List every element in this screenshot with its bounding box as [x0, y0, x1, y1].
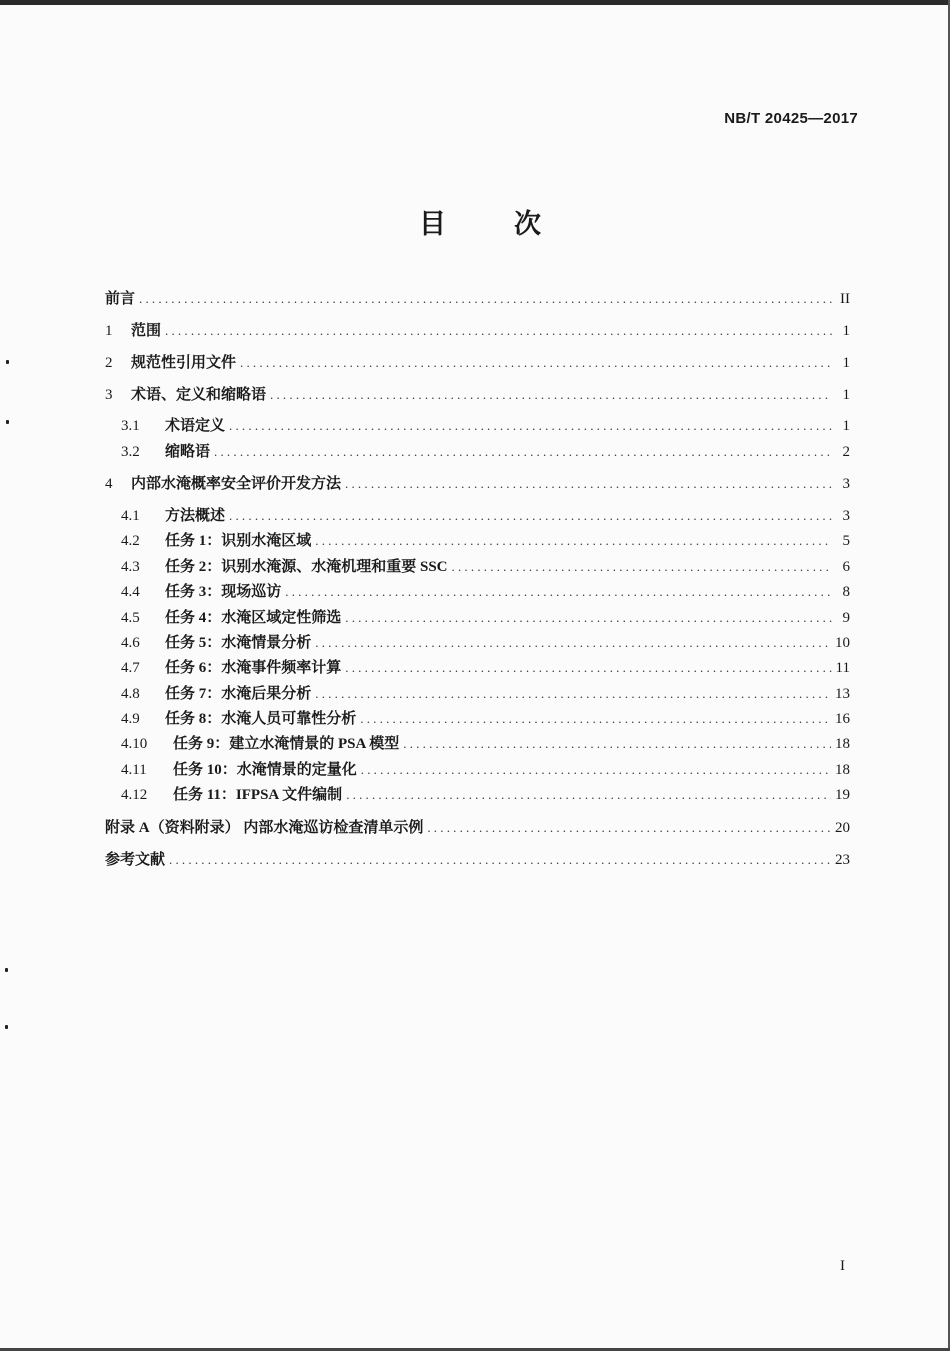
toc-entry-page: 23 [835, 852, 850, 868]
toc-entry-label: 术语、定义和缩略语 [131, 387, 267, 403]
dot-leader [346, 785, 831, 805]
toc-entry-label: 任务 6：水淹事件频率计算 [165, 660, 342, 676]
toc-entry-page: 10 [835, 635, 850, 651]
toc-entry-number: 4.11 [121, 762, 147, 778]
dot-leader [169, 850, 831, 870]
page-title [0, 202, 950, 241]
dot-leader [345, 474, 832, 494]
toc-entry-number: 4.1 [121, 508, 140, 524]
toc-entry[interactable] [121, 529, 850, 551]
title-char: 次 [514, 209, 541, 240]
toc-entry[interactable] [121, 414, 850, 436]
dot-leader [315, 531, 832, 551]
toc-entry-label: 术语定义 [165, 418, 226, 434]
toc-entry-page: 1 [842, 355, 850, 371]
toc-entry[interactable] [121, 440, 850, 462]
scan-border-top [0, 0, 950, 5]
toc-entry[interactable] [121, 758, 850, 780]
dot-leader [285, 582, 832, 602]
toc-entry-label: 任务 5：水淹情景分析 [165, 635, 312, 651]
title-char: 目 [419, 209, 446, 240]
toc-entry[interactable] [121, 732, 850, 754]
toc-entry-label: 缩略语 [165, 444, 211, 460]
toc-entry-number: 4.8 [121, 686, 140, 702]
toc-entry-page: 3 [842, 508, 850, 524]
toc-entry[interactable] [121, 707, 850, 729]
scan-speck [5, 968, 8, 972]
toc-entry-label: 范围 [131, 323, 162, 339]
toc-entry-label: 任务 3：现场巡访 [165, 584, 282, 600]
toc-entry[interactable] [105, 472, 850, 494]
toc-entry-page: 16 [835, 711, 850, 727]
toc-entry-page: 3 [842, 476, 850, 492]
toc-entry-number: 4.2 [121, 533, 140, 549]
toc-entry[interactable] [105, 351, 850, 373]
page-number: I [840, 1258, 845, 1274]
toc-entry-label: 任务 9：建立水淹情景的 PSA 模型 [173, 736, 400, 752]
toc-entry-page: 5 [842, 533, 850, 549]
dot-leader [240, 353, 832, 373]
toc-entry-page: 2 [842, 444, 850, 460]
toc-entry[interactable] [105, 816, 850, 838]
toc-entry-page: 18 [835, 736, 850, 752]
dot-leader [452, 557, 832, 577]
scan-speck [6, 360, 9, 364]
toc-entry[interactable] [121, 656, 850, 678]
dot-leader [214, 442, 832, 462]
toc-entry-page: 20 [835, 820, 850, 836]
toc-entry[interactable] [105, 287, 850, 309]
toc-entry-page: 6 [842, 559, 850, 575]
dot-leader [270, 385, 832, 405]
toc-entry-page: 1 [842, 387, 850, 403]
toc-entry-label: 任务 8：水淹人员可靠性分析 [165, 711, 357, 727]
toc-entry-number: 1 [105, 323, 113, 339]
toc-entry-number: 3.2 [121, 444, 140, 460]
toc-entry-number: 4.6 [121, 635, 140, 651]
dot-leader [139, 289, 832, 309]
toc-entry-number: 4.12 [121, 787, 148, 803]
toc-entry-label: 规范性引用文件 [131, 355, 237, 371]
dot-leader [345, 608, 832, 628]
toc-entry-number: 4.4 [121, 584, 140, 600]
scan-speck [6, 420, 9, 424]
toc-entry-page: 18 [835, 762, 850, 778]
toc-entry-page: 11 [835, 660, 850, 676]
toc-entry-label: 任务 1：识别水淹区域 [165, 533, 312, 549]
toc-entry[interactable] [121, 783, 850, 805]
toc-entry-number: 4.9 [121, 711, 140, 727]
dot-leader [360, 709, 831, 729]
toc-entry[interactable] [121, 555, 850, 577]
toc-entry-number: 4.7 [121, 660, 140, 676]
dot-leader [165, 321, 832, 341]
toc-entry-page: II [840, 291, 850, 307]
dot-leader [403, 734, 831, 754]
toc-entry-label: 任务 4：水淹区域定性筛选 [165, 610, 342, 626]
scan-speck [5, 1025, 8, 1029]
dot-leader [361, 760, 831, 780]
toc-entry-number: 2 [105, 355, 113, 371]
toc-entry-label: 内部水淹概率安全评价开发方法 [131, 476, 342, 492]
toc-entry-label: 前言 [105, 291, 136, 307]
toc-entry-label: 任务 10：水淹情景的定量化 [173, 762, 357, 778]
toc-entry-label: 参考文献 [105, 852, 166, 868]
toc-entry[interactable] [105, 848, 850, 870]
dot-leader [427, 818, 831, 838]
toc-entry[interactable] [121, 580, 850, 602]
toc-entry-number: 4.3 [121, 559, 140, 575]
toc-entry-number: 3 [105, 387, 113, 403]
dot-leader [345, 658, 831, 678]
dot-leader [229, 506, 832, 526]
toc-entry-label: 方法概述 [165, 508, 226, 524]
toc-entry-number: 4 [105, 476, 113, 492]
toc-entry-number: 3.1 [121, 418, 140, 434]
toc-entry-number: 4.10 [121, 736, 148, 752]
toc-entry-page: 1 [842, 418, 850, 434]
toc-entry-number: 4.5 [121, 610, 140, 626]
toc-entry-page: 13 [835, 686, 850, 702]
toc-entry-page: 1 [842, 323, 850, 339]
standard-code: NB/T 20425—2017 [724, 110, 858, 127]
toc-entry-label: 附录 A（资料附录） 内部水淹巡访检查清单示例 [105, 820, 424, 836]
toc-entry-label: 任务 7：水淹后果分析 [165, 686, 312, 702]
toc-entry-page: 9 [842, 610, 850, 626]
toc-entry[interactable] [121, 606, 850, 628]
toc-entry-label: 任务 11：IFPSA 文件编制 [173, 787, 343, 803]
toc-entry[interactable] [121, 682, 850, 704]
dot-leader [315, 633, 831, 653]
toc-entry[interactable] [105, 383, 850, 405]
toc-entry[interactable] [121, 631, 850, 653]
toc-entry-page: 19 [835, 787, 850, 803]
toc-entry[interactable] [105, 319, 850, 341]
toc-entry-label: 任务 2：识别水淹源、水淹机理和重要 SSC [165, 559, 448, 575]
toc-entry-page: 8 [842, 584, 850, 600]
toc-entry[interactable] [121, 504, 850, 526]
dot-leader [229, 416, 832, 436]
dot-leader [315, 684, 831, 704]
